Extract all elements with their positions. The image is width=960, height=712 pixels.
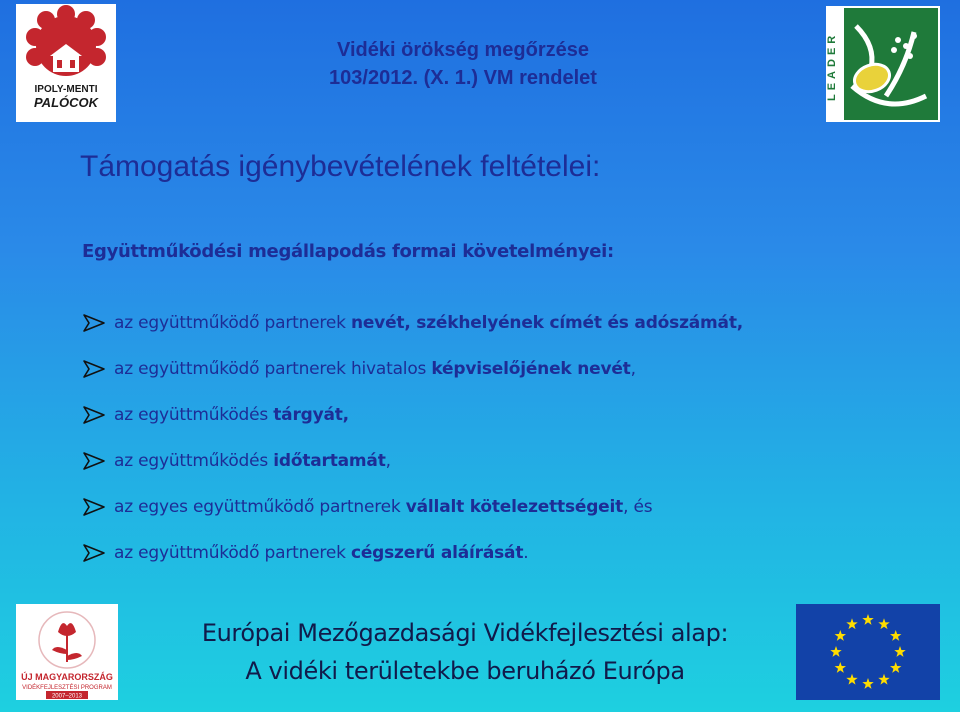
logo-uj-line2: VIDÉKFEJLESZTÉSI PROGRAM [22,685,112,691]
tulip-icon [16,604,118,700]
eu-star-icon [835,630,846,641]
item-text: az együttműködő partnerek [114,313,351,333]
item-bold: időtartamát [273,451,386,471]
leader-plant-icon [826,6,940,122]
list-item [82,392,862,438]
leader-logo [826,6,940,122]
list-item [82,300,862,346]
logo-uj-line1: ÚJ MAGYARORSZÁG [21,672,113,682]
eu-star-icon [846,674,857,685]
item-bold: cégszerű aláírását [350,543,524,563]
eu-star-icon [894,646,905,657]
item-text: az egyes együttműködő partnerek [114,497,406,517]
red-sun-house-icon [16,4,116,122]
list-item [82,346,862,392]
uj-magyarorszag-logo [16,604,118,700]
footer-line1: Európai Mezőgazdasági Vidékfejlesztési alap: [201,619,729,647]
item-bold: tárgyát, [273,405,349,425]
footer-line2: A vidéki területekbe beruházó Európa [245,657,685,685]
arrow-bullet-icon [82,543,106,563]
logo-ipoly-line2: PALÓCOK [33,95,99,110]
slide-title: Támogatás igénybevételének feltételei: [80,150,601,183]
item-bold: képviselőjének nevét [431,359,631,379]
eu-star-icon [830,646,841,657]
header-line1: Vidéki örökség megőrzése [337,39,589,61]
eu-star-icon [835,662,846,673]
item-tail: , és [623,497,653,517]
eu-star-icon [890,662,901,673]
item-bold: nevét, székhelyének címét és adószámát, [350,313,744,333]
logo-uj-line3: 2007–2013 [51,693,83,700]
item-tail: , [385,451,391,471]
eu-stars-flag-icon [796,604,940,700]
eu-flag [796,604,940,700]
item-text: az együttműködés [114,405,274,425]
item-text: az együttműködő partnerek [114,543,351,563]
logo-ipoly-line1: IPOLY-MENTI [34,84,98,95]
ipoly-menti-palocok-logo [16,4,116,122]
header-line2: 103/2012. (X. 1.) VM rendelet [329,67,597,89]
list-item [82,484,862,530]
arrow-bullet-icon [82,405,106,425]
eu-star-icon [846,618,857,629]
eu-star-icon [862,614,873,625]
list-item [82,438,862,484]
arrow-bullet-icon [82,313,106,333]
slide-subtitle: Együttműködési megállapodás formai követelményei: [82,241,614,262]
item-tail: , [630,359,636,379]
eu-star-icon [862,678,873,689]
item-bold: vállalt kötelezettségeit [405,497,624,517]
slide-footer [150,614,780,690]
arrow-bullet-icon [82,451,106,471]
arrow-bullet-icon [82,497,106,517]
arrow-bullet-icon [82,359,106,379]
item-text: az együttműködés [114,451,274,471]
requirements-list [82,300,862,576]
eu-star-icon [878,618,889,629]
eu-star-icon [878,674,889,685]
leader-wordmark: LEADER [826,31,838,101]
eu-star-icon [890,630,901,641]
item-tail: . [523,543,529,563]
slide-header [300,36,626,92]
item-text: az együttműködő partnerek hivatalos [114,359,432,379]
list-item [82,530,862,576]
